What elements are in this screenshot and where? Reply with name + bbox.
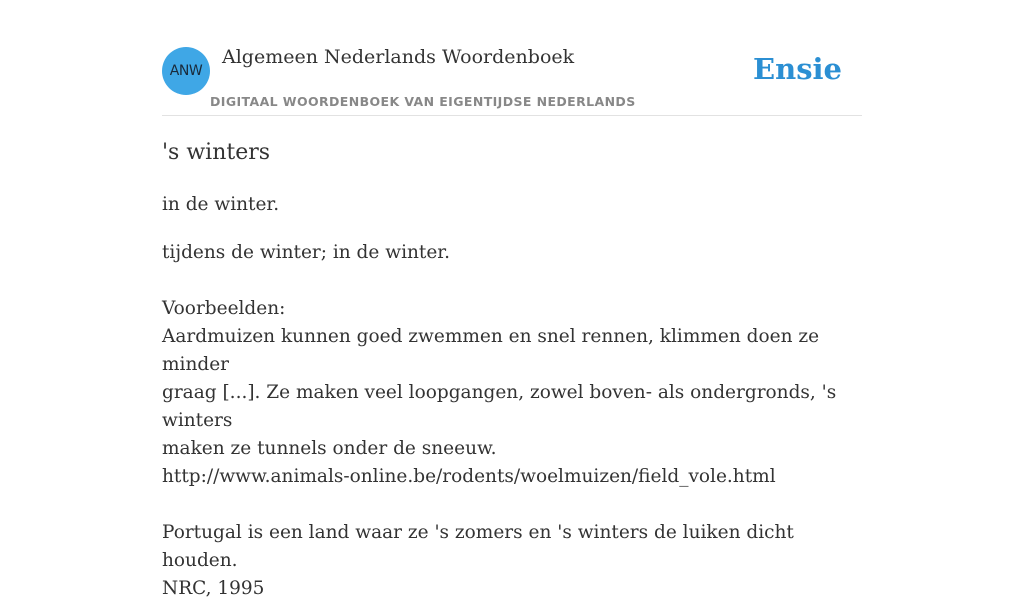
short-definition: in de winter. [162, 194, 280, 215]
example-line: maken ze tunnels onder de sneeuw. [162, 438, 497, 459]
header-divider [162, 115, 862, 116]
site-title[interactable]: Algemeen Nederlands Woordenboek [222, 46, 575, 68]
example-line: Portugal is een land waar ze 's zomers en 's winters de luiken dicht houden. [162, 522, 794, 571]
definition-text: tijdens de winter; in de winter. [162, 242, 450, 263]
ensie-brand-logo[interactable]: Ensie [753, 52, 842, 86]
examples-label: Voorbeelden: [162, 298, 286, 319]
site-subtitle: DIGITAAL WOORDENBOEK VAN EIGENTIJDSE NEDERLANDS [210, 94, 636, 109]
anw-logo[interactable] [162, 47, 210, 95]
entry-headword: 's winters [162, 140, 271, 165]
entry-body [162, 239, 862, 603]
example-line: Aardmuizen kunnen goed zwemmen en snel rennen, klimmen doen ze minder [162, 326, 820, 375]
example-source: NRC, 1995 [162, 578, 265, 599]
logo-text: ANW [169, 63, 203, 79]
spacer [162, 267, 862, 295]
spacer [162, 491, 862, 519]
example-source: http://www.animals-online.be/rodents/woelmuizen/field_vole.html [162, 466, 776, 487]
example-line: graag [...]. Ze maken veel loopgangen, zowel boven- als ondergronds, 's winters [162, 382, 837, 431]
